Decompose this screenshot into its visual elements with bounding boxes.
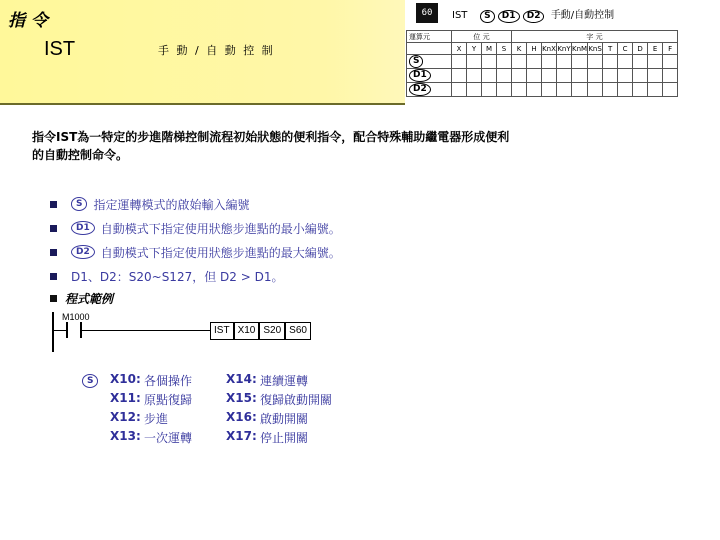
operand-d1: D1 [498,10,520,23]
table-cell [633,55,648,69]
header-divider [0,103,405,105]
table-cell [648,55,663,69]
table-row: X13: 一次運轉 X17: 停止開關 [110,429,309,445]
col-header: S [497,43,512,55]
table-cell [572,55,588,69]
ref-function: 手動/自動控制 [550,10,615,21]
operand-header: 運算元 [407,31,452,43]
operand-notes [50,192,341,288]
table-cell [557,55,572,69]
table-cell [542,83,557,97]
wire [54,330,66,331]
table-cell [603,83,618,97]
table-cell [588,83,603,97]
table-cell [497,69,512,83]
operand-s: S [82,374,98,388]
table-cell [633,69,648,83]
col-header: F [663,43,678,55]
example-heading: 程式範例 [50,290,113,307]
col-header: Y [467,43,482,55]
operand-d2: D2 [71,245,95,259]
table-cell [512,69,527,83]
row-label: D1 [407,69,452,83]
note-text: 指定運轉模式的啟始輸入編號 [93,197,250,212]
list-item [50,240,341,264]
instruction-mnemonic: IST [44,38,76,60]
table-cell [542,69,557,83]
col-header: H [527,43,542,55]
instr-mnemonic: IST [210,322,234,340]
operand-s: S [71,197,87,211]
wire [80,330,210,331]
left-rail [52,312,54,352]
table-cell [648,83,663,97]
table-cell [557,83,572,97]
row-label: S [407,55,452,69]
reference-header [452,6,614,23]
bullet-icon [50,249,57,256]
col-header: KnM [572,44,588,53]
list-item [50,192,341,216]
col-header: KnX [542,44,556,53]
table-row: S X10: 各個操作 X14: 連續運轉 [82,372,332,391]
instr-operand: X10 [234,322,260,340]
table-cell [467,83,482,97]
col-header: KnS [588,44,602,53]
instr-operand: S60 [285,322,311,340]
table-cell [482,83,497,97]
table-cell [467,69,482,83]
note-text: D1、D2：S20~S127，但 D2 > D1。 [71,269,284,284]
table-row: X12: 步進 X16: 啟動開關 [110,410,309,426]
col-header: KnY [557,44,571,53]
table-cell [512,83,527,97]
col-header: T [603,43,618,55]
table-cell [497,55,512,69]
table-cell [467,55,482,69]
intro-text: 指令IST為一特定的步進階梯控制流程初始狀態的便利指令，配合特殊輔助繼電器形成便利的自動控制命令。 [32,130,510,162]
bit-header: 位 元 [452,31,512,43]
list-item [50,216,341,240]
list-item [50,264,341,288]
operand-d1: D1 [71,221,95,235]
col-header: C [618,43,633,55]
col-header: X [452,43,467,55]
table-cell [618,55,633,69]
operand-s: S [480,10,494,23]
table-cell [572,83,588,97]
table-cell [482,55,497,69]
table-cell [648,69,663,83]
table-cell [542,55,557,69]
bullet-icon [50,295,57,302]
note-text: 自動模式下指定使用狀態步進點的最大編號。 [100,245,341,260]
table-cell [663,55,678,69]
col-header: E [648,43,663,55]
table-cell [663,83,678,97]
table-cell [482,69,497,83]
ref-mnemonic: IST [452,10,468,21]
table-cell [452,83,467,97]
table-cell [618,83,633,97]
operand-table [406,30,678,97]
instruction-description: 手 動 / 自 動 控 制 [158,44,275,57]
note-text: 自動模式下指定使用狀態步進點的最小編號。 [100,221,341,236]
col-header: K [512,43,527,55]
contact-label: M1000 [62,312,90,322]
page-title: 指 令 [8,11,48,31]
operand-d2: D2 [523,10,545,23]
table-cell [663,69,678,83]
instruction-box [210,322,311,340]
bullet-icon [50,201,57,208]
bullet-icon [50,273,57,280]
table-cell [527,83,542,97]
col-header: D [633,43,648,55]
table-cell [557,69,572,83]
table-row: X11: 原點復歸 X15: 復歸啟動開關 [110,391,333,407]
table-cell [603,55,618,69]
word-header: 字 元 [512,31,678,43]
fnc-number: 60 [416,3,438,23]
row-label: D2 [407,83,452,97]
table-cell [572,69,588,83]
table-cell [603,69,618,83]
col-header: M [482,43,497,55]
table-cell [497,83,512,97]
table-cell [452,55,467,69]
table-cell [527,55,542,69]
instr-operand: S20 [259,322,285,340]
table-cell [633,83,648,97]
table-cell [512,55,527,69]
table-cell [618,69,633,83]
table-cell [452,69,467,83]
table-cell [527,69,542,83]
table-cell [588,69,603,83]
table-cell [588,55,603,69]
input-assignment [82,372,332,448]
bullet-icon [50,225,57,232]
